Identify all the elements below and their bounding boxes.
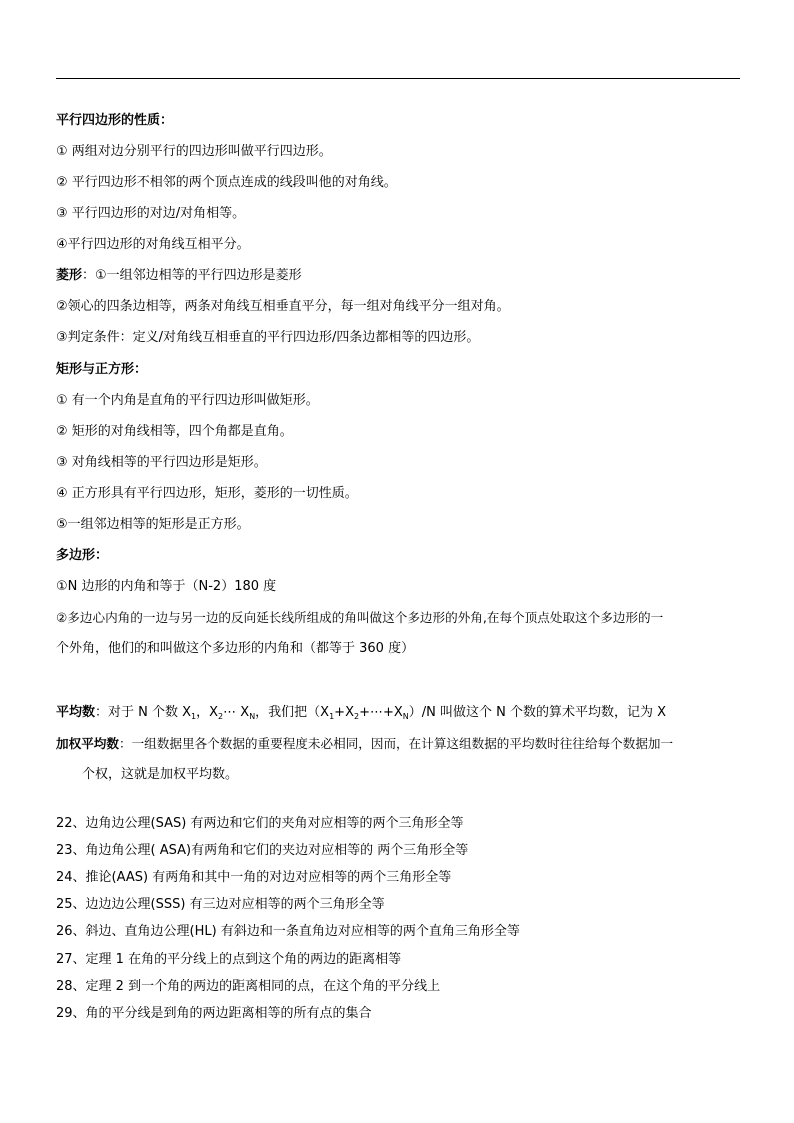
subscript: N xyxy=(249,712,256,721)
rectangle-heading: 矩形与正方形： xyxy=(56,362,148,377)
theorem-24: 24、推论(AAS) 有两角和其中一角的对边对应相等的两个三角形全等 xyxy=(56,870,452,885)
parallelogram-item-3: ③ 平行四边形的对边/对角相等。 xyxy=(56,206,246,221)
rectangle-item-2: ② 矩形的对角线相等，四个角都是直角。 xyxy=(56,424,293,439)
theorem-23: 23、角边角公理( ASA)有两角和它们的夹边对应相等的 两个三角形全等 xyxy=(56,843,469,858)
theorem-28: 28、定理 2 到一个角的两边的距离相同的点，在这个角的平分线上 xyxy=(56,979,441,994)
subscript: N xyxy=(402,712,409,721)
rectangle-item-3: ③ 对角线相等的平行四边形是矩形。 xyxy=(56,455,267,470)
mean-text: +X xyxy=(334,705,354,720)
rectangle-item-5: ⑤一组邻边相等的矩形是正方形。 xyxy=(56,517,250,532)
rhombus-item-2: ②领心的四条边相等，两条对角线互相垂直平分，每一组对角线平分一组对角。 xyxy=(56,299,510,314)
mean-text: ⋯ X xyxy=(223,705,250,720)
polygon-item-2-line-2: 个外角，他们的和叫做这个多边形的内角和（都等于 360 度） xyxy=(56,641,415,656)
subscript: 1 xyxy=(191,712,197,721)
mean-text: ：对于 N 个数 X xyxy=(95,705,192,720)
mean-text: ）/N 叫做这个 N 个数的算术平均数，记为 X xyxy=(408,705,667,720)
rhombus-line-1-text: ：①一组邻边相等的平行四边形是菱形 xyxy=(82,268,302,283)
rhombus-line-1 xyxy=(56,268,302,284)
rhombus-label: 菱形 xyxy=(56,268,83,283)
mean-definition xyxy=(56,705,666,721)
parallelogram-item-2: ② 平行四边形不相邻的两个顶点连成的线段叫他的对角线。 xyxy=(56,175,397,190)
theorem-26: 26、斜边、直角边公理(HL) 有斜边和一条直角边对应相等的两个直角三角形全等 xyxy=(56,924,520,939)
theorem-22: 22、边角边公理(SAS) 有两边和它们的夹角对应相等的两个三角形全等 xyxy=(56,816,464,831)
weighted-mean-text: ：一组数据里各个数据的重要程度未必相同，因而，在计算这组数据的平均数时往往给每个数据加一 xyxy=(118,736,674,751)
subscript: 2 xyxy=(218,712,224,721)
parallelogram-item-4: ④平行四边形的对角线互相平分。 xyxy=(56,237,250,252)
polygon-item-1: ①N 边形的内角和等于（N-2）180 度 xyxy=(56,579,277,594)
subscript: 2 xyxy=(353,712,360,721)
theorem-25: 25、边边边公理(SSS) 有三边对应相等的两个三角形全等 xyxy=(56,897,385,912)
weighted-mean-line-2: 个权，这就是加权平均数。 xyxy=(82,767,239,782)
rectangle-item-4: ④ 正方形具有平行四边形，矩形，菱形的一切性质。 xyxy=(56,486,358,501)
mean-label: 平均数 xyxy=(56,705,96,720)
weighted-mean-line-1 xyxy=(56,736,673,752)
weighted-mean-label: 加权平均数 xyxy=(56,736,119,751)
theorem-27: 27、定理 1 在角的平分线上的点到这个角的两边的距离相等 xyxy=(56,952,402,967)
polygon-item-2-line-1: ②多边心内角的一边与另一边的反向延长线所组成的角叫做这个多边形的外角,在每个顶点处取这个多边形的一 xyxy=(56,610,664,625)
header-rule xyxy=(56,78,740,79)
theorem-29: 29、角的平分线是到角的两边距离相等的所有点的集合 xyxy=(56,1006,372,1021)
rhombus-item-3: ③判定条件：定义/对角线互相垂直的平行四边形/四条边都相等的四边形。 xyxy=(56,330,480,345)
mean-text: ，我们把（X xyxy=(255,705,330,720)
rectangle-item-1: ① 有一个内角是直角的平行四边形叫做矩形。 xyxy=(56,393,319,408)
subscript: 1 xyxy=(329,712,335,721)
mean-text: ，X xyxy=(196,705,219,720)
mean-text: +⋯+X xyxy=(359,705,403,720)
polygon-heading: 多边形： xyxy=(56,548,109,563)
parallelogram-heading: 平行四边形的性质： xyxy=(56,113,174,128)
parallelogram-item-1: ① 两组对边分别平行的四边形叫做平行四边形。 xyxy=(56,144,332,159)
